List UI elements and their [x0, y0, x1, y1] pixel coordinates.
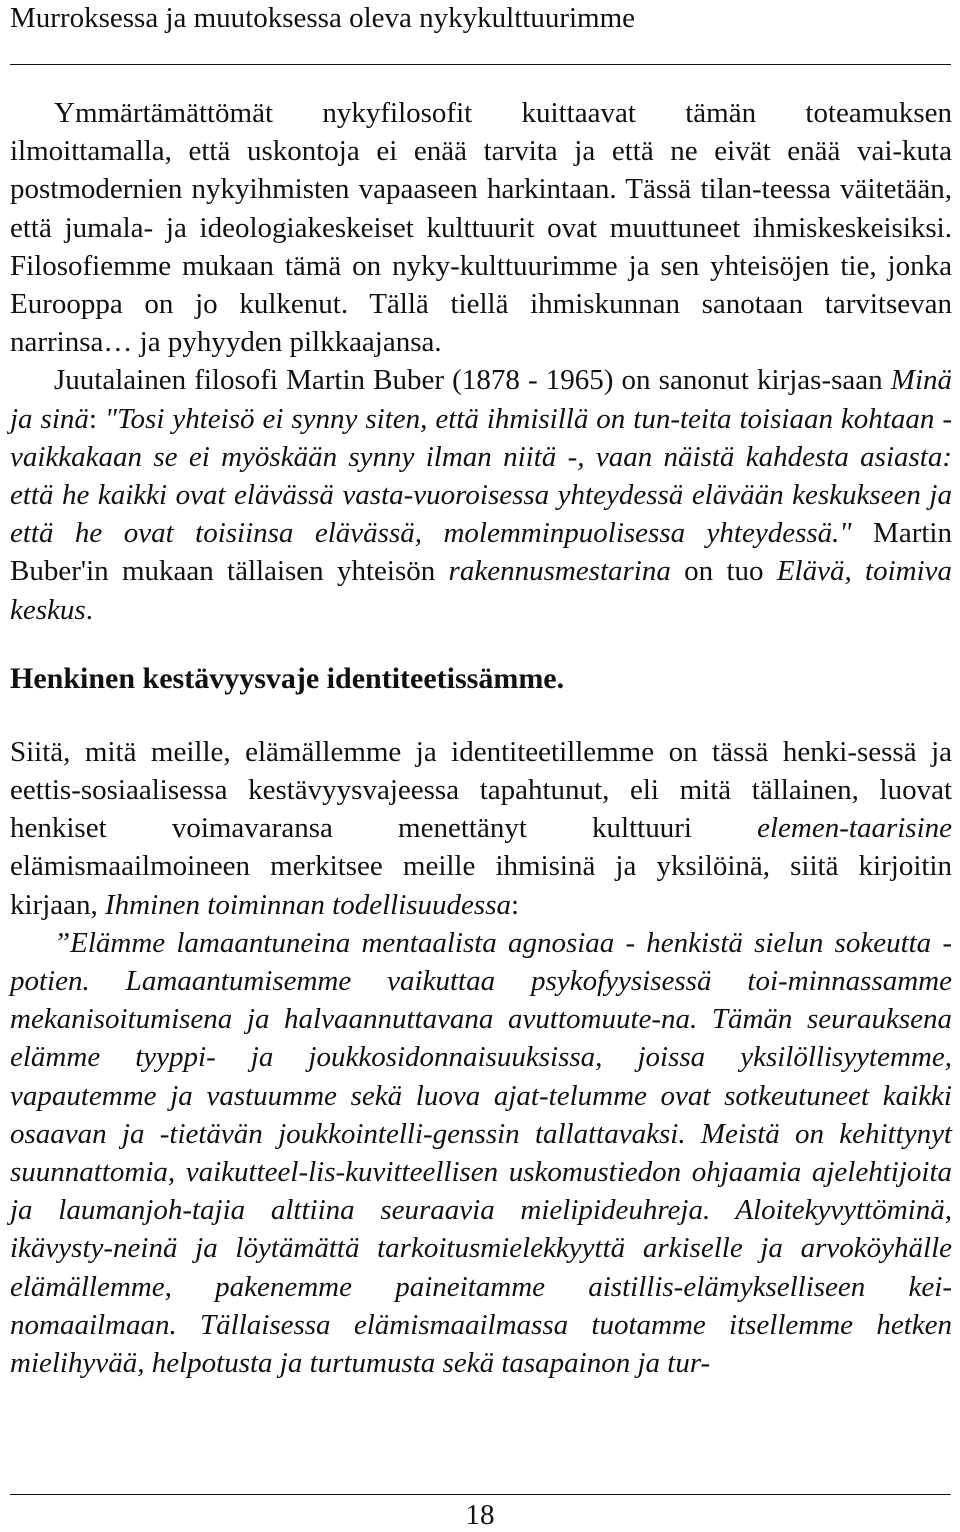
living-center-term: Elävä, toimiva keskus — [10, 555, 953, 626]
running-head: Murroksessa ja muutoksessa oleva nykykulttuurimme — [10, 2, 636, 34]
page-body — [10, 94, 952, 1382]
para2-middle: Martin Buber'in mukaan tällaisen yhteisön — [10, 517, 952, 588]
para3-text2: elämismaailmoineen merkitsee meille ihmisinä ja yksilöinä, siitä kirjoitin kirjaan, — [10, 850, 952, 921]
footer-rule — [10, 1494, 951, 1495]
page-number: 18 — [465, 1499, 495, 1531]
book-title-mina-ja-sina: Minä ja sinä — [10, 364, 952, 435]
builder-term: rakennusmestarina — [448, 555, 671, 588]
para2-end: . — [85, 593, 93, 626]
section-heading: Henkinen kestävyysvaje identiteetissämme. — [10, 661, 565, 695]
paragraph-2 — [10, 361, 952, 628]
para3-text3: : — [511, 888, 520, 921]
paragraph-3 — [10, 733, 952, 924]
elementary-term: elemen-taarisine — [757, 812, 952, 845]
paragraph-1: Ymmärtämättömät nykyfilosofit kuittaavat tämän toteamuksen ilmoittamalla, että uskontoja ei enää tarvita ja että ne eivät enää vai-kuta postmodernien nykyihmisten vapaaseen harkintaan. Tässä tilan-teessa väitetään, että jumala- ja ideologiakeskeiset kulttuurit ovat muuttuneet ihmiskeskeisiksi. Filosofiemme mukaan tämä on nyky-kulttuurimme ja sen yhteisöjen tie, jonka Eurooppa on jo kulkenut. Tällä tiellä ihmiskunnan sanotaan tarvitsevan narrinsa… ja pyhyyden pilkkaajansa. — [10, 97, 952, 359]
para2-colon: : — [88, 402, 105, 435]
para2-on-tuo: on tuo — [670, 555, 777, 588]
book-title-ihminen: Ihminen toiminnan todellisuudessa — [105, 888, 511, 921]
quote-block: ”Elämme lamaantuneina mentaalista agnosiaa - henkistä sielun sokeutta - potien. Lamaantumisemme vaikuttaa psykofyysisessä toi-minnassamme mekanisoitumisena ja halvaannuttavana avuttomuute-na. Tämän seurauksena elämme tyyppi- ja joukkosidonnaisuuksissa, joissa yksilöllisyytemme, vapautemme ja vastuumme sekä luova ajat-telumme ovat sotkeutuneet kaikki osaavan ja -tietävän joukkointelli-genssin tallattavaksi. Meistä on kehittynyt suunnattomia, vaikutteel-lis-kuvitteellisen uskomustiedon ohjaamia ajelehtijoita ja laumanjoh-tajia alttiina seuraavia mielipideuhreja. Aloitekyvyttöminä, ikävysty-neinä ja löytämättä tarkoitusmielekkyyttä arkiselle ja arvoköyhälle elämällemme, pakenemme paineitamme aistillis-elämykselliseen kei-nomaailmaan. Tällaisessa elämismaailmassa tuotamme itsellemme hetken mielihyvää, helpotusta ja turtumusta sekä tasapainon ja tur- — [10, 926, 952, 1380]
header-rule — [10, 64, 951, 65]
buber-quote: "Tosi yhteisö ei synny siten, että ihmisillä on tun-teita toisiaan kohtaan - vaikkakaan se ei myöskään synny ilman niitä -, vaan näistä kahdesta asiasta: että he kaikki ovat elävässä vasta-vuoroisessa yhteydessä elävään keskukseen ja että he ovat toisiinsa elävässä, molemminpuolisessa yhteydessä." — [10, 402, 952, 550]
para3-text1: Siitä, mitä meille, elämällemme ja identiteetillemme on tässä henki-sessä ja eettis-sosiaalisessa kestävyysvajeessa tapahtunut, eli mitä tällainen, luovat henkiset voimavaransa menettänyt kulttuuri — [10, 735, 952, 845]
para2-intro: Juutalainen filosofi Martin Buber (1878 - 1965) on sanonut kirjas-saan — [54, 364, 891, 397]
